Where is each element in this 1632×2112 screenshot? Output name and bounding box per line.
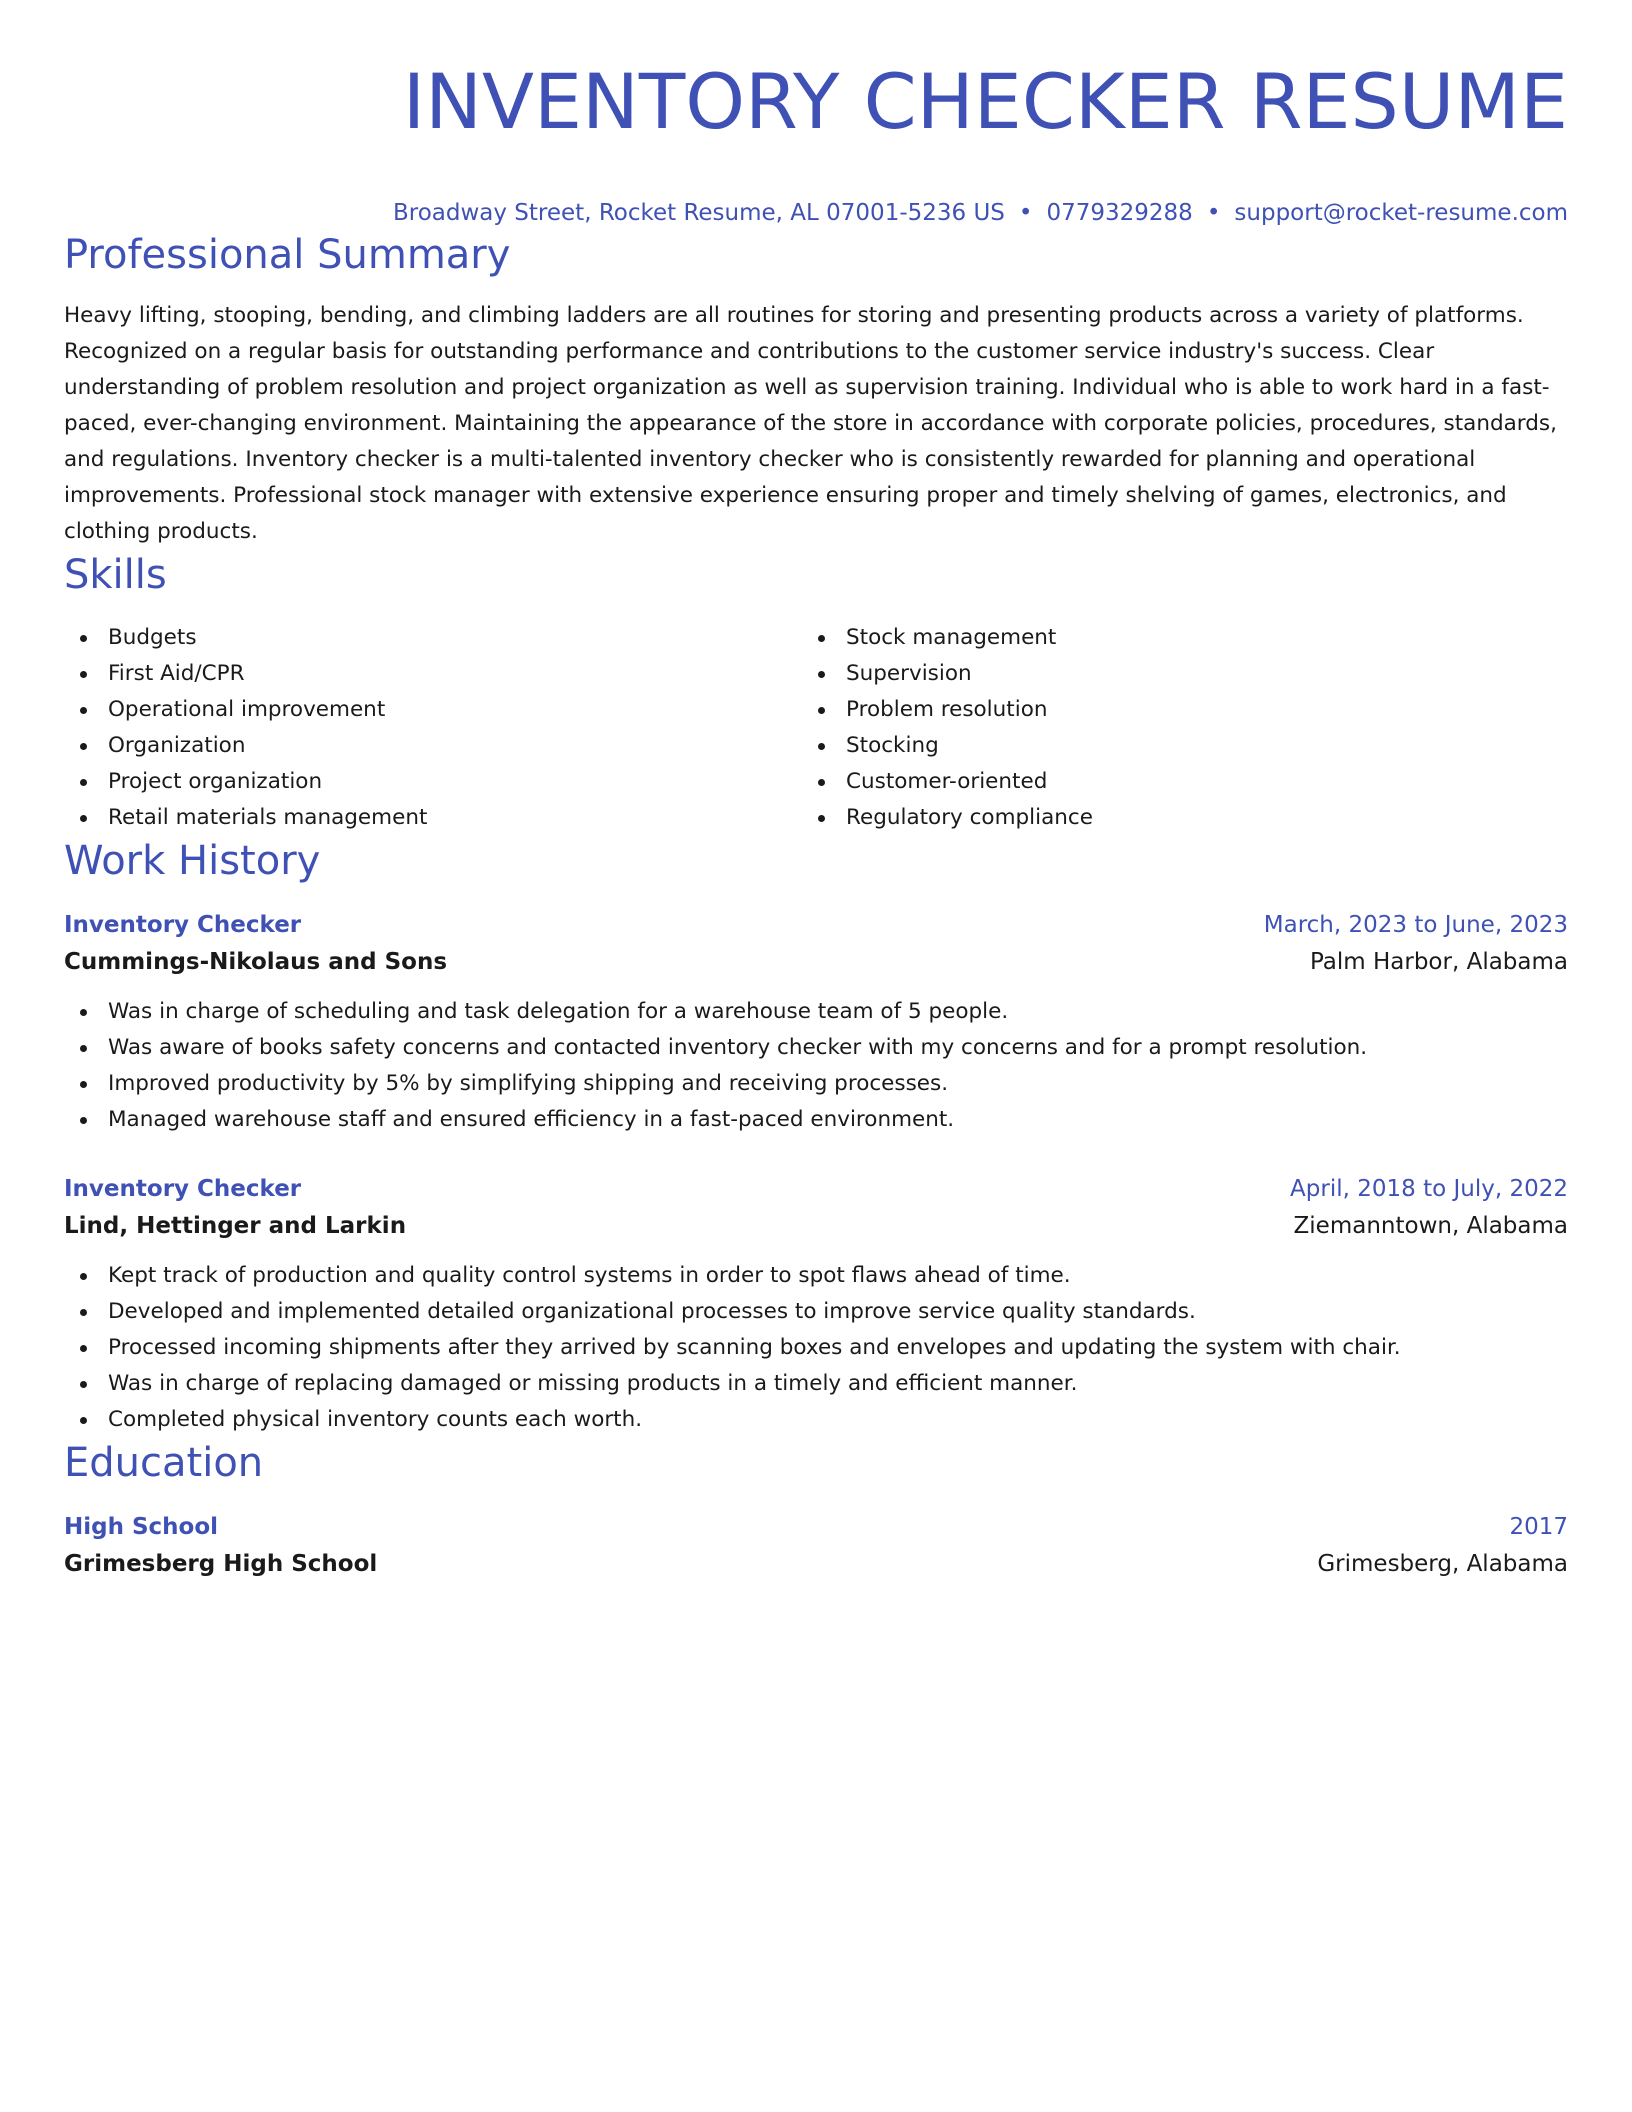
job-bullet: Managed warehouse staff and ensured efficiency in a fast-paced environment.: [64, 1102, 1568, 1138]
work-history-heading: Work History: [64, 838, 321, 884]
education-location: Grimesberg, Alabama: [1317, 1551, 1568, 1577]
education-heading: Education: [64, 1440, 264, 1486]
skill-item: Stock management: [802, 620, 1540, 656]
contact-address: Broadway Street, Rocket Resume, AL 07001-5236 US: [392, 200, 1005, 226]
job-company: Cummings-Nikolaus and Sons: [64, 949, 448, 975]
education-school-row: [64, 1544, 1568, 1584]
skill-item: Retail materials management: [64, 800, 802, 836]
job-bullet: Was in charge of replacing damaged or missing products in a timely and efficient manner.: [64, 1366, 1568, 1402]
education-degree: High School: [64, 1514, 219, 1540]
education-header-row: [64, 1510, 1568, 1544]
skills-list: [64, 620, 1568, 836]
summary-text: Heavy lifting, stooping, bending, and climbing ladders are all routines for storing and presenting products across a variety of platforms. Recognized on a regular basis for outstanding performance and contributions to the customer service industry's success. Clear understanding of problem resolution and project organization as well as supervision training. Individual who is able to work hard in a fast-paced, ever-changing environment. Maintaining the appearance of the store in accordance with corporate policies, procedures, standards, and regulations. Inventory checker is a multi-talented inventory checker who is consistently rewarded for planning and operational improvements. Professional stock manager with extensive experience ensuring proper and timely shelving of games, electronics, and clothing products.: [64, 303, 1557, 544]
job-bullet: Kept track of production and quality control systems in order to spot flaws ahead of time.: [64, 1258, 1568, 1294]
job-dates: March, 2023 to June, 2023: [1263, 912, 1568, 938]
skill-item: First Aid/CPR: [64, 656, 802, 692]
contact-phone: 0779329288: [1046, 200, 1193, 226]
skill-item: Project organization: [64, 764, 802, 800]
job-bullets: [64, 1258, 1568, 1438]
skills-column-right: [802, 620, 1540, 836]
skill-item: Organization: [64, 728, 802, 764]
contact-separator: •: [1206, 200, 1221, 226]
contact-email[interactable]: support@rocket-resume.com: [1234, 200, 1568, 226]
job-location: Ziemanntown, Alabama: [1293, 1213, 1568, 1239]
skill-item: Supervision: [802, 656, 1540, 692]
resume-title: INVENTORY CHECKER RESUME: [402, 57, 1568, 146]
job-bullet: Completed physical inventory counts each worth.: [64, 1402, 1568, 1438]
job-title: Inventory Checker: [64, 1176, 302, 1202]
job-company-row: [64, 942, 1568, 982]
skill-item: Stocking: [802, 728, 1540, 764]
job-bullet: Improved productivity by 5% by simplifying shipping and receiving processes.: [64, 1066, 1568, 1102]
contact-separator: •: [1018, 200, 1033, 226]
job-entry: [64, 908, 1568, 1138]
education-year: 2017: [1509, 1514, 1568, 1540]
contact-line: [64, 196, 1568, 230]
job-header-row: [64, 1172, 1568, 1206]
skill-item: Budgets: [64, 620, 802, 656]
job-company-row: [64, 1206, 1568, 1246]
skill-item: Customer-oriented: [802, 764, 1540, 800]
summary-heading: Professional Summary: [64, 232, 511, 278]
skill-item: Operational improvement: [64, 692, 802, 728]
education-school: Grimesberg High School: [64, 1551, 378, 1577]
education-entry: [64, 1510, 1568, 1584]
skills-heading: Skills: [64, 552, 167, 598]
skills-column-left: [64, 620, 802, 836]
job-bullets: [64, 994, 1568, 1138]
job-bullet: Was in charge of scheduling and task delegation for a warehouse team of 5 people.: [64, 994, 1568, 1030]
skill-item: Problem resolution: [802, 692, 1540, 728]
job-dates: April, 2018 to July, 2022: [1290, 1176, 1568, 1202]
job-bullet: Processed incoming shipments after they arrived by scanning boxes and envelopes and updating the system with chair.: [64, 1330, 1568, 1366]
job-bullet: Developed and implemented detailed organizational processes to improve service quality standards.: [64, 1294, 1568, 1330]
job-title: Inventory Checker: [64, 912, 302, 938]
job-company: Lind, Hettinger and Larkin: [64, 1213, 407, 1239]
skill-item: Regulatory compliance: [802, 800, 1540, 836]
job-header-row: [64, 908, 1568, 942]
job-entry: [64, 1172, 1568, 1438]
job-bullet: Was aware of books safety concerns and contacted inventory checker with my concerns and for a prompt resolution.: [64, 1030, 1568, 1066]
job-location: Palm Harbor, Alabama: [1309, 949, 1568, 975]
